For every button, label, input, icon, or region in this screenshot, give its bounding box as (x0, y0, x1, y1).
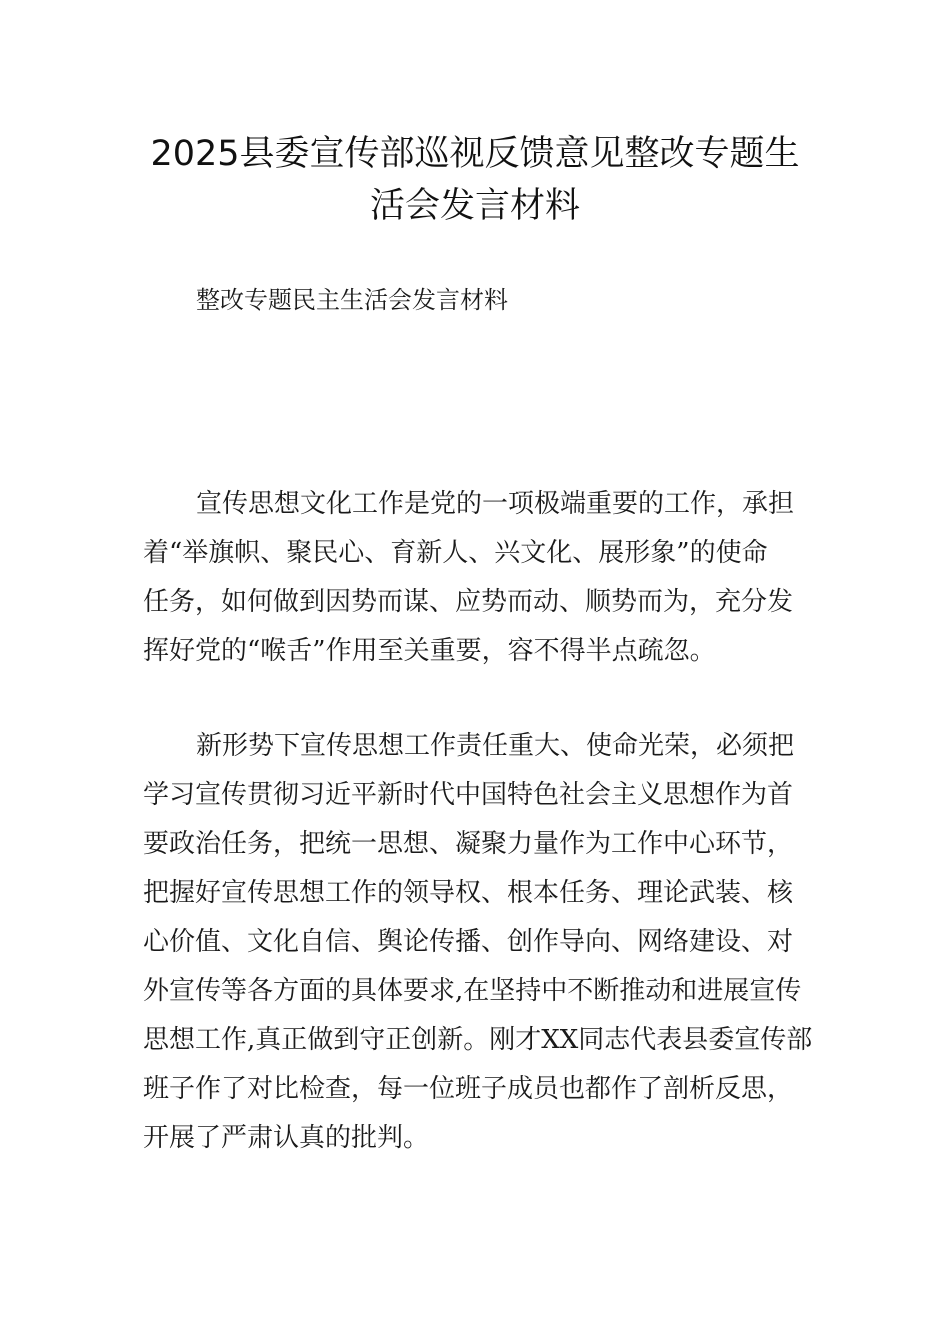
paragraph-line: 学习宣传贯彻习近平新时代中国特色社会主义思想作为首 (143, 780, 794, 810)
paragraph-line: 任务，如何做到因势而谋、应势而动、顺势而为，充分发 (143, 587, 794, 617)
paragraph-line: 心价值、文化自信、舆论传播、创作导向、网络建设、对 (143, 927, 794, 957)
paragraph-line: 班子作了对比检查，每一位班子成员也都作了剖析反思， (143, 1074, 794, 1104)
body-paragraph (143, 480, 823, 676)
paragraph-line: 开展了严肃认真的批判。 (143, 1123, 430, 1153)
paragraph-line: 挥好党的“喉舌”作用至关重要，容不得半点疏忽。 (143, 636, 716, 666)
paragraph-line: 新形势下宣传思想工作责任重大、使命光荣，必须把 (196, 731, 795, 761)
paragraph-line: 思想工作,真正做到守正创新。刚才XX同志代表县委宣传部 (143, 1025, 813, 1055)
paragraph-line: 宣传思想文化工作是党的一项极端重要的工作，承担 (196, 489, 795, 519)
title-line: 活会发言材料 (369, 186, 580, 226)
paragraph-line: 把握好宣传思想工作的领导权、根本任务、理论武装、核 (143, 878, 794, 908)
paragraph-line: 外宣传等各方面的具体要求,在坚持中不断推动和进展宣传 (143, 976, 802, 1006)
body-paragraph (143, 722, 823, 1163)
paragraph-line: 要政治任务，把统一思想、凝聚力量作为工作中心环节， (143, 829, 794, 859)
document-subtitle: 整改专题民主生活会发言材料 (196, 286, 508, 314)
paragraph-line: 着“举旗帜、聚民心、育新人、兴文化、展形象”的使命 (143, 538, 768, 568)
title-line: 2025县委宣传部巡视反馈意见整改专题生 (150, 134, 800, 174)
document-title (100, 128, 850, 232)
